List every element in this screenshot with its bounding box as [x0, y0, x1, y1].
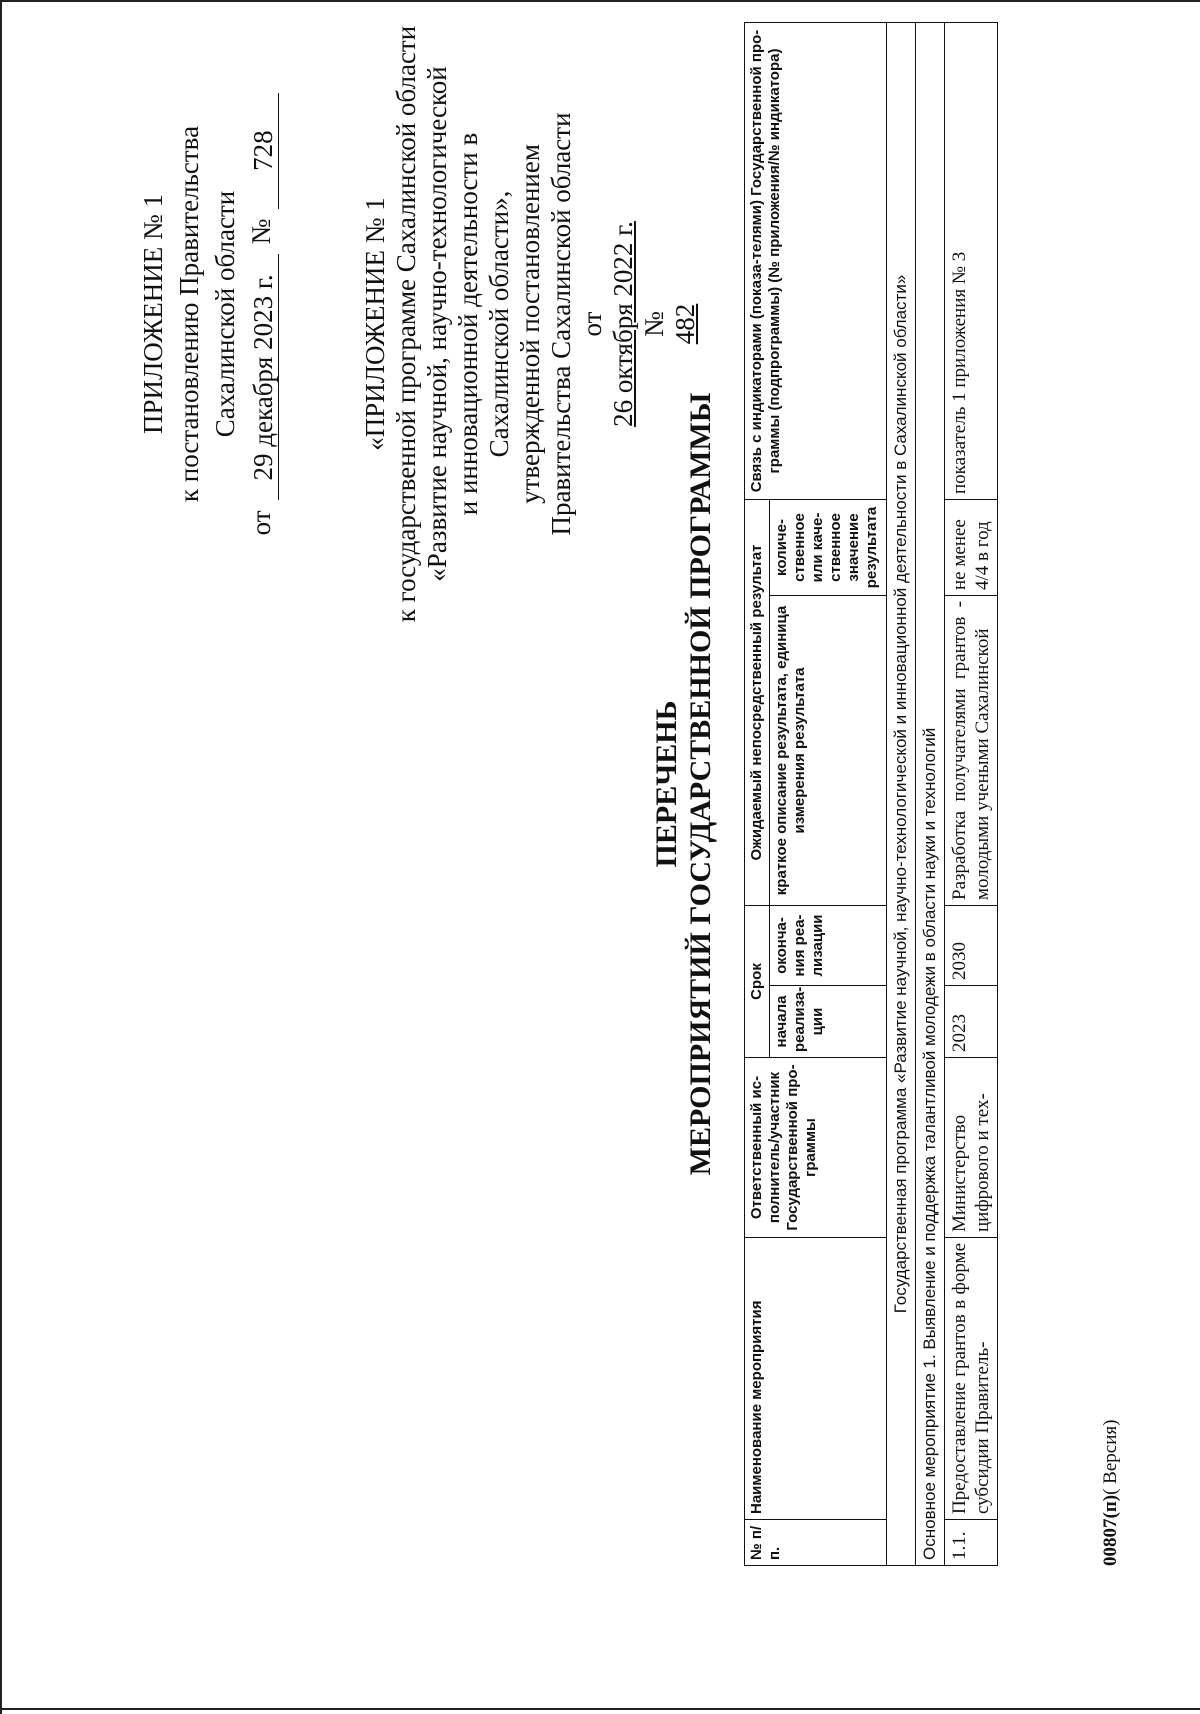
header-name: Наименование мероприятия: [745, 1238, 887, 1520]
footer-code: [1100, 1420, 1122, 1566]
table-row: [945, 22, 998, 1565]
header-responsible: Ответственный ис-полнитель/участник Государственной про-граммы: [745, 1058, 887, 1238]
header-term-start: начала реализа-ции: [770, 986, 887, 1058]
header-expected-desc: краткое описание результата, единица измерения результата: [770, 595, 887, 905]
program-appendix-title: «ПРИЛОЖЕНИЕ № 1: [360, 197, 390, 451]
header-num: № п/п.: [745, 1520, 887, 1566]
program-date: 26 октября 2022 г.: [608, 221, 638, 427]
program-from-label: от: [577, 311, 607, 337]
resolution-line-1: к постановлению Правительства: [174, 125, 204, 503]
row-name: Предоставление грантов в форме субсидии Правитель-: [945, 1238, 998, 1520]
row-link: показатель 1 приложения № 3: [945, 22, 998, 499]
row-end: 2030: [945, 905, 998, 985]
header-expected-value: количе-ственное или каче-ственное значение результата: [770, 499, 887, 595]
footer-version: ( Версия): [1100, 1419, 1121, 1495]
program-row-text: Государственная программа «Развитие научной, научно-технологической и инновационной деятельности в Сахалинской области»: [887, 22, 916, 1565]
program-number: 482: [670, 303, 700, 345]
events-table: [744, 22, 998, 1566]
header-term: Срок: [745, 905, 770, 1057]
date-number-line: [243, 14, 279, 614]
row-responsible: Министерство цифрового и тех-: [945, 1058, 998, 1238]
appendix-title: ПРИЛОЖЕНИЕ № 1: [138, 193, 168, 435]
main-event-row: [916, 22, 945, 1565]
program-appendix-line-5: Сахалинской области»,: [484, 190, 514, 458]
resolution-number: 728: [248, 93, 279, 209]
title-line-1: ПЕРЕЧЕНЬ: [650, 700, 683, 868]
row-start: 2023: [945, 986, 998, 1058]
number-label: №: [246, 218, 276, 245]
footer-doc-code: 00807(п): [1100, 1494, 1121, 1566]
program-appendix-line-2: к государственной программе Сахалинской области: [391, 25, 421, 623]
resolution-line-2: Сахалинской области: [210, 190, 240, 438]
header-link: Связь с индикаторами (показа-телями) Государственной про-граммы (подпрограммы) (№ приложения/№ индикатора): [745, 22, 887, 499]
row-num: 1.1.: [945, 1520, 998, 1566]
header-expected: Ожидаемый непосредственный результат: [745, 499, 770, 905]
program-appendix-line-4: и инновационной деятельности в: [453, 132, 483, 516]
program-appendix-line-7: Правительства Сахалинской области: [546, 112, 576, 536]
document-title: [650, 334, 718, 1234]
title-line-2: МЕРОПРИЯТИЙ ГОСУДАРСТВЕННОЙ ПРОГРАММЫ: [684, 392, 717, 1176]
from-label: от: [246, 510, 276, 536]
appendix-header: [135, 14, 279, 614]
main-event-text: Основное мероприятие 1. Выявление и поддержка талантливой молодежи в области науки и технологий: [916, 22, 945, 1565]
program-number-label: №: [639, 311, 669, 337]
row-value: не менее 4/4 в год: [945, 499, 998, 595]
program-row: [887, 22, 916, 1565]
program-appendix-line-3: «Развитие научной, научно-технологической: [422, 66, 452, 582]
header-term-end: оконча-ния реа-лизации: [770, 905, 887, 985]
program-appendix-line-6: утвержденной постановлением: [515, 144, 545, 504]
resolution-date: 29 декабря 2023 г.: [248, 254, 279, 500]
table-header-row-1: [745, 22, 770, 1565]
row-desc: Разработка получателями грантов - молодыми учеными Сахалинской: [945, 595, 998, 905]
